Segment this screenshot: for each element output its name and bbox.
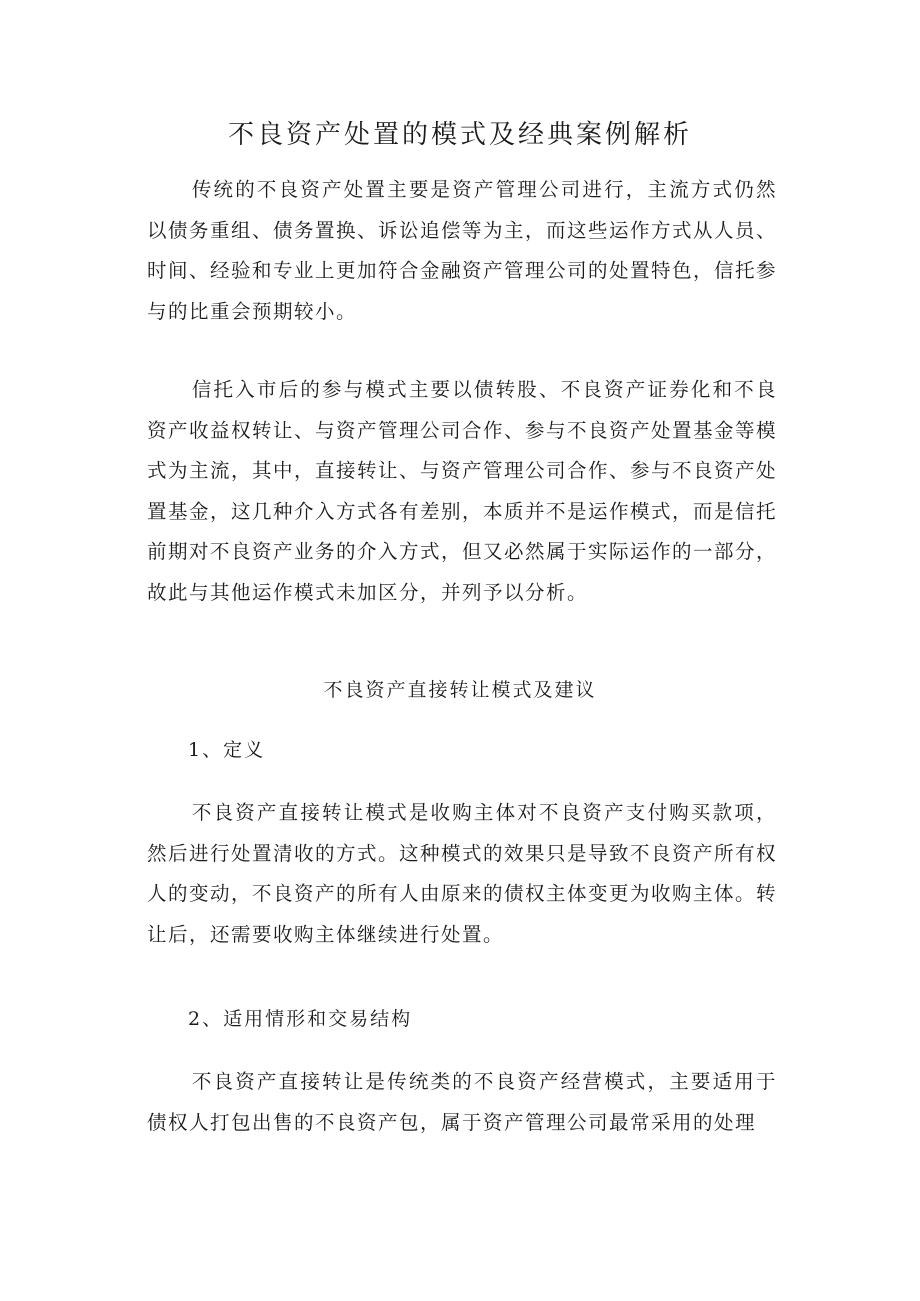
paragraph-participation-modes: 信托入市后的参与模式主要以债转股、不良资产证券化和不良资产收益权转让、与资产管理公司合作、参与不良资产处置基金等模式为主流，其中，直接转让、与资产管理公司合作、参与不良资产处置基金，这几种介入方式各有差别，本质并不是运作模式，而是信托前期对不良资产业务的介入方式，但又必然属于实际运作的一部分，故此与其他运作模式未加区分，并列予以分析。: [147, 378, 778, 604]
heading-definition: 1、定义: [188, 739, 266, 761]
paragraph-applicable-structure: 不良资产直接转让是传统类的不良资产经营模式，主要适用于债权人打包出售的不良资产包，属于资产管理公司最常采用的处理: [147, 1070, 777, 1134]
paragraph-intro: 传统的不良资产处置主要是资产管理公司进行，主流方式仍然以债务重组、债务置换、诉讼追偿等为主，而这些运作方式从人员、时间、经验和专业上更加符合金融资产管理公司的处置特色，信托参与的比重会预期较小。: [147, 178, 778, 323]
document-title: 不良资产处置的模式及经典案例解析: [227, 120, 692, 150]
section-subtitle: 不良资产直接转让模式及建议: [323, 679, 597, 701]
paragraph-definition: 不良资产直接转让模式是收购主体对不良资产支付购买款项，然后进行处置清收的方式。这种模式的效果只是导致不良资产所有权人的变动，不良资产的所有人由原来的债权主体变更为收购主体。转让后，还需要收购主体继续进行处置。: [147, 801, 778, 946]
heading-applicable-structure: 2、适用情形和交易结构: [188, 1008, 413, 1030]
